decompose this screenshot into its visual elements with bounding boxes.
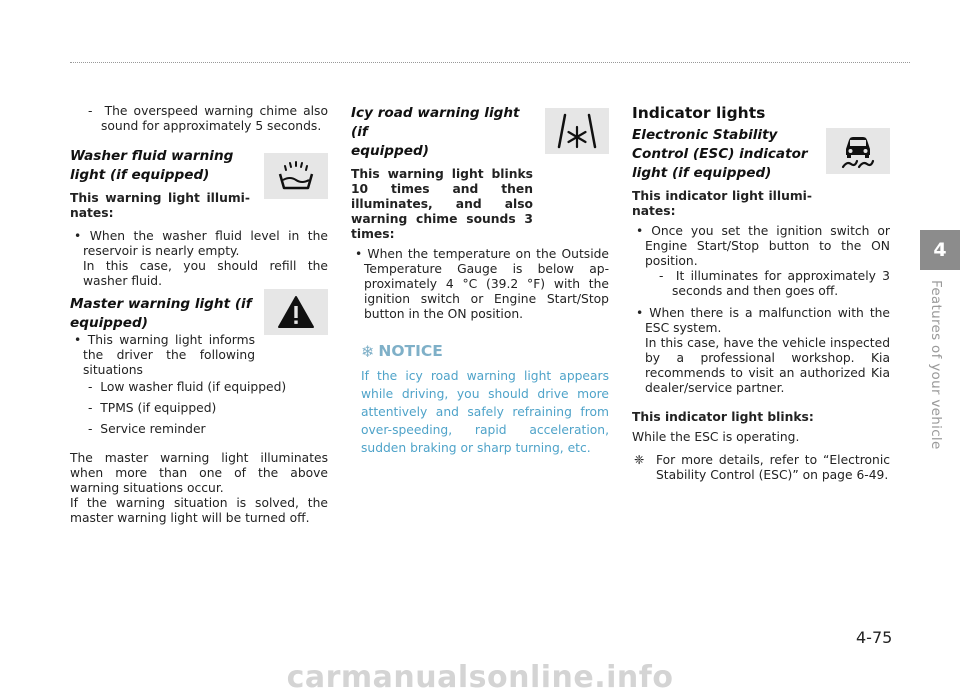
icy-section-title	[351, 104, 541, 161]
column-2	[351, 104, 609, 457]
washer-title-line1: Washer fluid warning	[70, 148, 234, 164]
top-dotted-rule	[70, 62, 910, 63]
esc-reference-text: For more details, refer to “Electronic Stability Control (ESC)” on page 6-49.	[656, 453, 890, 482]
esc-lead: This indicator light illuminates:	[632, 189, 812, 218]
notice-title-text: NOTICE	[378, 342, 443, 360]
master-item-0: - Low washer fluid (if equipped)	[88, 380, 287, 394]
icy-lead: This warning light blinks 10 times and then illuminates, and also warning chime sounds 3 times:	[351, 167, 533, 241]
overspeed-chime-text: The overspeed warning chime also sound for approximately 5 seconds.	[101, 104, 328, 133]
chapter-title: Features of your vehicle	[928, 280, 944, 450]
master-item-text: Service reminder	[100, 422, 206, 436]
icy-bullet: • When the temperature on the Outside Temperature Gauge is below approximately 4 °C (39.2 °F) with the ignition switch or Engine Start/Stop button in the ON position.	[355, 247, 609, 321]
master-warning-triangle-icon	[264, 289, 328, 335]
esc-title-line3: light (if equipped)	[632, 165, 772, 181]
esc-blinks-title: This indicator light blinks:	[632, 410, 814, 424]
esc-dash-1: - It illuminates for approximately 3 seconds and then goes off.	[659, 269, 890, 298]
page-number: 4-75	[856, 628, 893, 647]
snowflake-reference-icon: ❈	[634, 453, 645, 467]
chapter-tab: 4	[920, 230, 960, 270]
notice-text: If the icy road warning light appears while driving, you should drive more attentively and safely refraining from over-speeding, rapid acceleration, sudden braking or sharp turning, etc.	[361, 369, 609, 455]
master-bullet-text: This warning light informs the driver the following situations	[83, 333, 255, 377]
esc-title-line1: Electronic Stability	[632, 127, 778, 143]
esc-dash-1-text: It illuminates for approximately 3 seconds and then goes off.	[672, 269, 890, 298]
esc-title-line2: Control (ESC) indicator	[632, 146, 808, 162]
icy-title-line1: Icy road warning light (if	[351, 105, 520, 140]
washer-title-line2: light (if equipped)	[70, 167, 210, 183]
master-title-line1: Master warning light (if	[70, 296, 252, 312]
esc-indicator-icon	[826, 128, 890, 174]
icy-road-warning-icon	[545, 108, 609, 154]
master-item-text: Low washer fluid (if equipped)	[100, 380, 287, 394]
esc-bullet-1-text: Once you set the ignition switch or Engine Start/Stop button to the ON position.	[645, 224, 890, 268]
esc-reference	[632, 453, 890, 483]
esc-bullet-2: • When there is a malfunction with the ESC system.	[636, 306, 890, 335]
washer-bullet-text: When the washer fluid level in the reservoir is nearly empty.	[83, 229, 328, 258]
master-item-1: - TPMS (if equipped)	[88, 401, 217, 415]
master-bullet: • This warning light informs the driver the following situations	[74, 333, 255, 377]
indicator-lights-heading: Indicator lights	[632, 104, 766, 122]
master-item-text: TPMS (if equipped)	[100, 401, 217, 415]
icy-title-line2: equipped)	[351, 143, 429, 159]
master-para-1: The master warning light illuminates when more than one of the above warning situations occur.	[70, 451, 328, 495]
esc-blinks-text: While the ESC is operating.	[632, 430, 800, 444]
washer-sub: In this case, you should refill the washer fluid.	[83, 259, 328, 288]
esc-bullet-1: • Once you set the ignition switch or Engine Start/Stop button to the ON position.	[636, 224, 890, 268]
washer-fluid-warning-icon	[264, 153, 328, 199]
snowflake-notice-icon: ❄	[361, 342, 375, 361]
washer-bullet: • When the washer fluid level in the reservoir is nearly empty.	[74, 229, 328, 258]
master-item-2: - Service reminder	[88, 422, 206, 436]
overspeed-chime-item: - The overspeed warning chime also sound for approximately 5 seconds.	[88, 104, 328, 133]
master-para-2: If the warning situation is solved, the master warning light will be turned off.	[70, 496, 328, 525]
icy-bullet-text: When the temperature on the Outside Temperature Gauge is below approximately 4 °C (39.2 °F) with the ignition switch or Engine Start/Stop button in the ON position.	[364, 247, 609, 321]
notice-title	[361, 344, 609, 359]
esc-sub-2: In this case, have the vehicle inspected by a professional workshop. Kia recommends to visit an authorized Kia dealer/service partner.	[645, 336, 890, 395]
watermark: carmanualsonline.info	[286, 660, 674, 695]
washer-lead: This warning light illuminates:	[70, 191, 250, 220]
esc-bullet-2-text: When there is a malfunction with the ESC system.	[645, 306, 890, 335]
master-title-line2: equipped)	[70, 315, 148, 331]
